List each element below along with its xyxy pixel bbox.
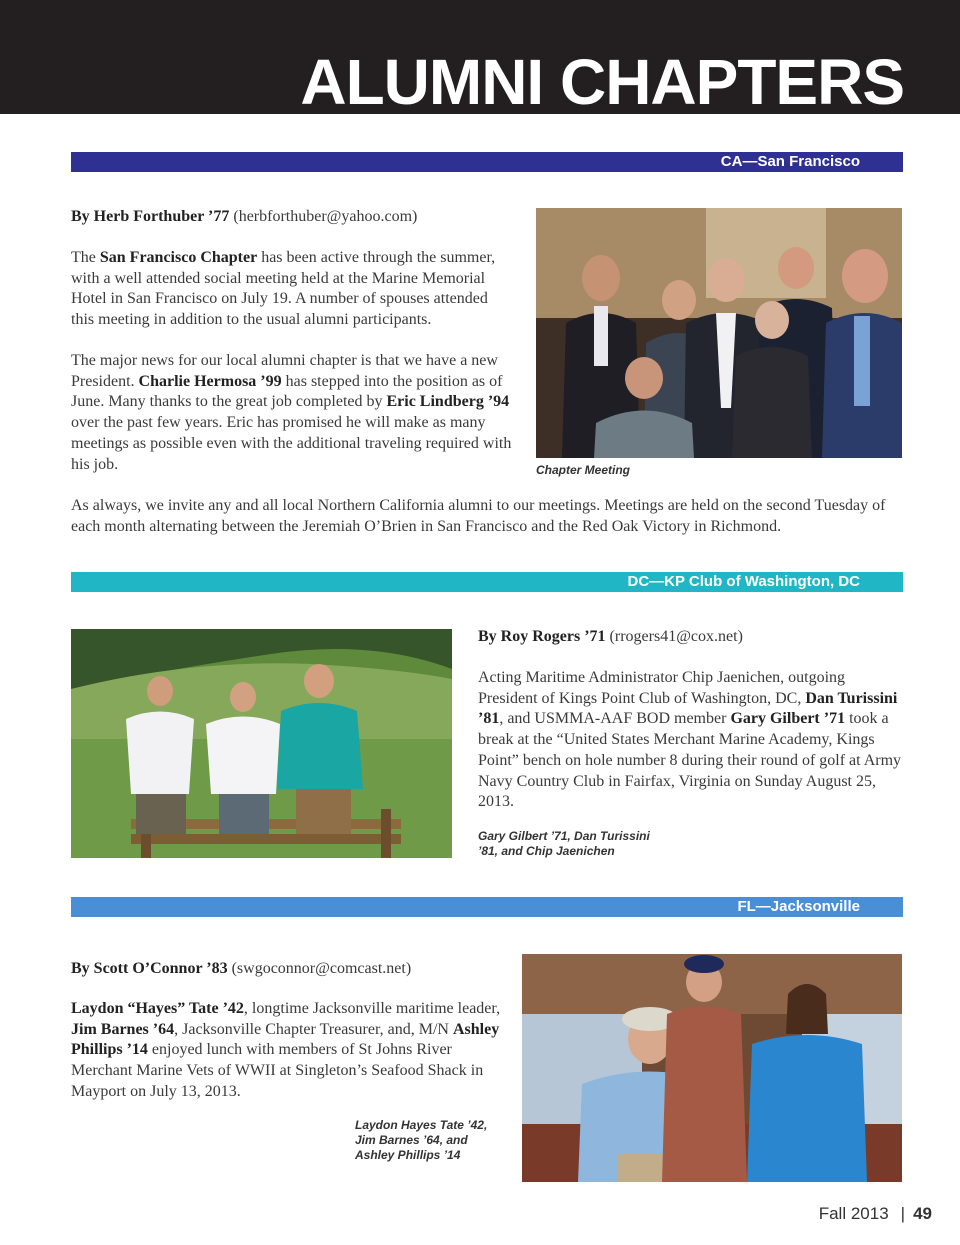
caption-line: Laydon Hayes Tate ’42, (355, 1118, 488, 1132)
byline-author: By Roy Rogers ’71 (478, 628, 606, 645)
caption-chapter-meeting: Chapter Meeting (536, 463, 631, 477)
caption-line: Gary Gilbert ’71, Dan Turissini (478, 829, 650, 843)
body-text: The (71, 249, 100, 266)
body-text: As always, we invite any and all local Northern California alumni to our meetings. Meetings are held on the second Tuesday of each month alternating between the Jeremiah O’Brien in San Francisco and the Red Oak Victory in Richmond. (71, 497, 886, 535)
caption-line: ’81, and Chip Jaenichen (478, 844, 615, 858)
byline-email: (rrogers41@cox.net) (609, 628, 743, 645)
body-text: took a break at the “United States Merchant Marine Academy, Kings Point” bench on hole number 8 during their round of golf at Army Navy Country Club in Fairfax, Virginia on Sunday August 25, 2013. (478, 710, 902, 811)
body-text: enjoyed lunch with members of St Johns River Merchant Marine Vets of WWII at Singleton’s Seafood Shack in Mayport on July 13, 2013. (71, 1041, 484, 1100)
paragraph-fl-1 (71, 999, 501, 1103)
page-title: ALUMNI CHAPTERS (300, 46, 904, 118)
section-header-fl: FL—Jacksonville (71, 897, 903, 917)
bold-name: Dan Turissini ’81 (478, 689, 898, 728)
byline-dc (478, 626, 743, 647)
body-text: over the past few years. Eric has promised he will make as many meetings as possible even with the additional traveling required with his job. (71, 414, 512, 473)
body-text: has stepped into the position as of June. Many thanks to the great job completed by (71, 372, 503, 411)
bold-name: San Francisco Chapter (99, 249, 258, 266)
bold-name: Jim Barnes ’64 (71, 1020, 175, 1038)
paragraph-dc-1 (478, 668, 906, 813)
bold-name: Charlie Hermosa ’99 (138, 372, 282, 390)
caption-line: Ashley Phillips ’14 (355, 1148, 461, 1162)
body-text: , and USMMA-AAF BOD member (499, 710, 731, 728)
body-text: , Jacksonville Chapter Treasurer, and, M/N (174, 1020, 453, 1038)
issue-label: Fall 2013 (818, 1204, 889, 1223)
paragraph-ca-3 (71, 496, 903, 537)
body-text: has been active through the summer, with a well attended social meeting held at the Marine Memorial Hotel in San Francisco on July 19. A number of spouses attended this meeting in addition to the usual alumni participants. (71, 249, 496, 329)
paragraph-ca-2 (71, 351, 513, 475)
byline-email: (swgoconnor@comcast.net) (231, 960, 412, 977)
byline-ca (71, 206, 417, 227)
byline-fl (71, 958, 411, 979)
byline-author: By Scott O’Connor ’83 (71, 960, 228, 977)
caption-lunch (355, 1118, 487, 1163)
photo-golf-bench (71, 629, 452, 858)
page-footer (819, 1204, 932, 1224)
bold-name: Laydon “Hayes” Tate ’42 (71, 1000, 244, 1017)
bold-name: Ashley Phillips ’14 (71, 1020, 500, 1059)
photo-chapter-meeting (536, 208, 902, 458)
caption-line: Jim Barnes ’64, and (355, 1133, 468, 1147)
byline-email: (herbforthuber@yahoo.com) (233, 208, 418, 225)
body-text: , longtime Jacksonville maritime leader, (243, 1000, 501, 1017)
bold-name: Eric Lindberg ’94 (386, 393, 510, 411)
section-header-ca: CA—San Francisco (71, 152, 903, 172)
footer-separator: | (900, 1204, 906, 1223)
body-text: The major news for our local alumni chapter is that we have a new President. (71, 352, 498, 390)
bold-name: Gary Gilbert ’71 (730, 710, 846, 728)
caption-golf (478, 829, 650, 859)
body-text: Acting Maritime Administrator Chip Jaenichen, outgoing President of Kings Point Club of Washington, DC, (478, 669, 846, 707)
byline-author: By Herb Forthuber ’77 (71, 208, 230, 225)
photo-seafood-lunch (522, 954, 902, 1182)
page-number: 49 (913, 1204, 932, 1223)
section-header-dc: DC—KP Club of Washington, DC (71, 572, 903, 592)
paragraph-ca-1 (71, 248, 511, 331)
